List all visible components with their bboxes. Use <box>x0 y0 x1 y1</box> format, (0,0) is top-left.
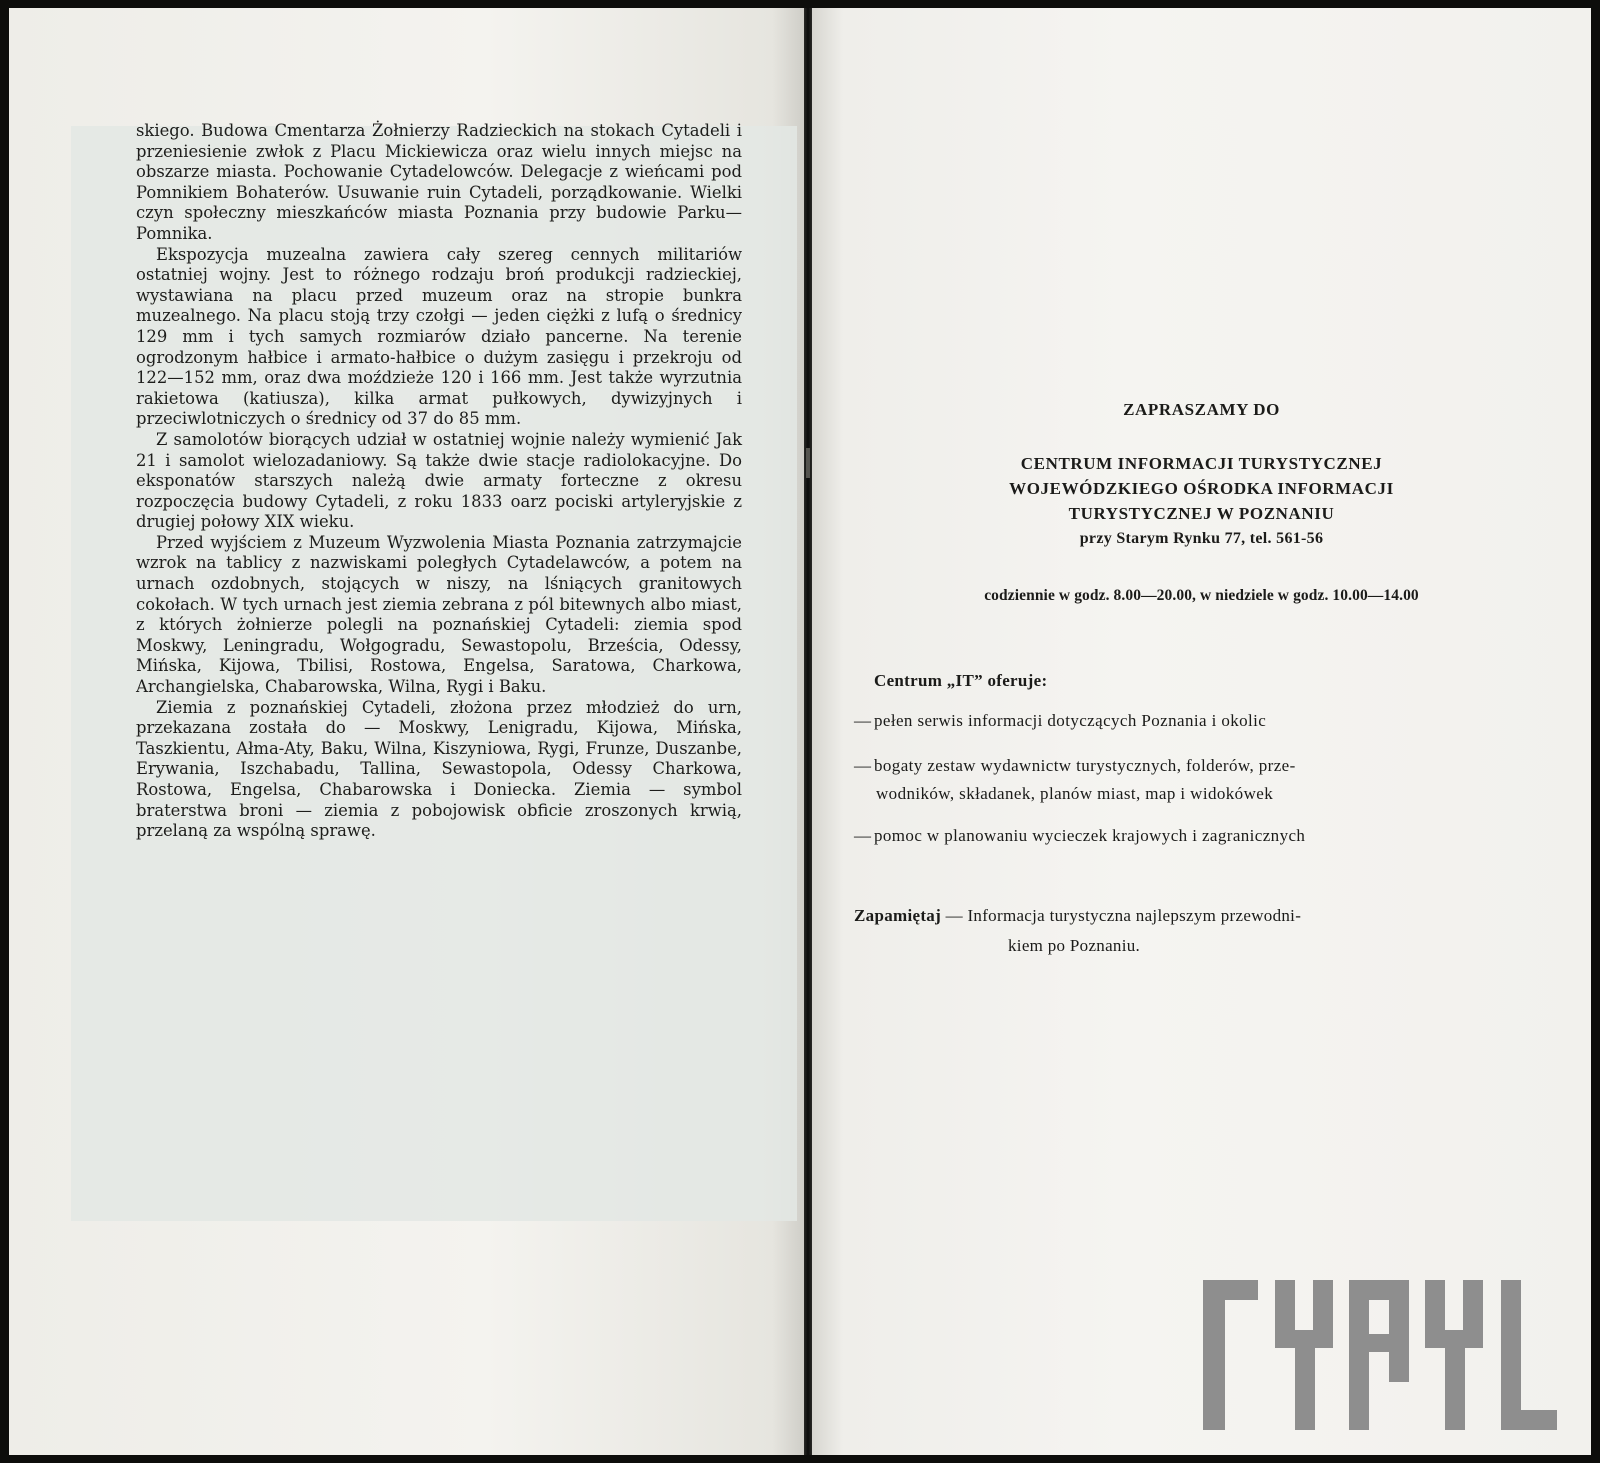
paragraph: skiego. Budowa Cmentarza Żołnierzy Radzieckich na stokach Cytadeli i przeniesienie zwłok z Placu Mickiewicza oraz wielu innych miejsc na obszarze miasta. Pochowanie Cytadelowców. Delegacje z wieńcami pod Pomnikiem Bohaterów. Usuwanie ruin Cytadeli, porządkowanie. Wielki czyn społeczny mieszkańców miasta Poznania przy budowie Parku—Pomnika. <box>136 121 742 243</box>
logo-stroke <box>1349 1280 1369 1430</box>
remember-text-continued: kiem po Poznaniu. <box>1008 936 1141 955</box>
offer-dash: — <box>854 711 872 730</box>
right-page-content <box>812 8 1591 1455</box>
offer-item <box>854 707 1474 735</box>
offer-text: pomoc w planowaniu wycieczek krajowych i zagranicznych <box>874 826 1306 845</box>
offer-text: bogaty zestaw wydawnictw turystycznych, folderów, prze- <box>874 756 1296 775</box>
paragraph: Ziemia z poznańskiej Cytadeli, złożona przez młodzież do urn, przekazana została do — Moskwy, Lenigradu, Kijowa, Mińska, Taszkientu, Ałma-Aty, Baku, Wilna, Kiszyniowa, Rygi, Frunze, Duszanbe, Erywania, Iszchabadu, Tallina, Sewastopola, Odessy Charkowa, Rostowa, Engelsa, Chabarowska i Doniecka. Ziemia — symbol braterstwa broni — ziemia z pobojowisk obficie zroszonych krwią, przelaną za wspólną sprawę. <box>136 697 742 841</box>
book-gutter <box>804 8 812 1455</box>
centre-name-line: WOJEWÓDZKIEGO OŚRODKA INFORMACJI <box>1009 479 1394 498</box>
logo-stroke <box>1501 1280 1521 1430</box>
left-page-text <box>136 121 742 842</box>
paragraph: Ekspozycja muzealna zawiera cały szereg cennych militariów ostatniej wojny. Jest to różnego rodzaju broń produkcji radzieckiej, wystawiana na placu przed muzeum oraz na stropie bunkra muzealnego. Na placu stoją trzy czołgi — jeden ciężki z lufą o średnicy 129 mm i tych samych rozmiarów działo pancerne. Na terenie ogrodzonym hałbice i armato-hałbice o dużym zasięgu i przekroju od 122—152 mm, oraz dwa moździeże 120 i 166 mm. Jest także wyrzutnia rakietowa (katiusza), kilka armat pułkowych, dywizyjnych i przeciwlotniczych o średnicy od 37 do 85 mm. <box>136 244 742 429</box>
book-spread <box>9 8 1591 1455</box>
centre-name-line: TURYSTYCZNEJ W POZNANIU <box>1068 504 1335 523</box>
remember-note <box>854 901 1554 961</box>
binding-mark <box>806 448 810 478</box>
logo-stroke <box>1501 1410 1557 1430</box>
offer-text-continued: wodników, składanek, planów miast, map i widokówek <box>876 784 1274 803</box>
offer-dash: — <box>854 756 872 775</box>
offer-item <box>854 822 1474 850</box>
centre-name <box>812 451 1591 551</box>
centre-name-line: CENTRUM INFORMACJI TURYSTYCZNEJ <box>1020 454 1383 473</box>
logo-stroke <box>1389 1352 1409 1382</box>
right-page <box>812 8 1591 1455</box>
paragraph: Z samolotów biorących udział w ostatniej wojnie należy wymienić Jak 21 i samolot wielozadaniowy. Są także dwie stacje radiolokacyjne. Do eksponatów starszych należą dwie armaty forteczne z okresu rozpoczęcia budowy Cytadeli, z roku 1833 oarz pociski artyleryjskie z drugiej połowy XIX wieku. <box>136 429 742 532</box>
remember-label: Zapamiętaj <box>854 906 942 925</box>
offer-text: pełen serwis informacji dotyczących Poznania i okolic <box>874 711 1267 730</box>
logo-stroke <box>1445 1330 1465 1430</box>
cyryl-logo <box>1203 1268 1560 1444</box>
offer-dash: — <box>854 826 872 845</box>
logo-stroke <box>1349 1334 1409 1352</box>
opening-hours: codziennie w godz. 8.00—20.00, w niedziele w godz. 10.00—14.00 <box>984 587 1419 604</box>
invite-heading: ZAPRASZAMY DO <box>1123 400 1280 419</box>
offer-item <box>854 752 1474 808</box>
centre-address: przy Starym Rynku 77, tel. 561-56 <box>1079 530 1324 547</box>
logo-stroke <box>1295 1330 1315 1430</box>
left-page <box>9 8 804 1455</box>
offers-title: Centrum „IT” oferuje: <box>874 671 1048 690</box>
paragraph: Przed wyjściem z Muzeum Wyzwolenia Miasta Poznania zatrzymajcie wzrok na tablicy z nazwiskami poległych Cytadelawców, a potem na urnach ozdobnych, stojących w niszy, na lśniących granitowych cokołach. W tych urnach jest ziemia zebrana z pól bitewnych albo miast, z których żołnierze polegli na poznańskiej Cytadeli: ziemia spod Moskwy, Leningradu, Wołgogradu, Sewastopolu, Brześcia, Odessy, Mińska, Kijowa, Tbilisi, Rostowa, Engelsa, Saratowa, Charkowa, Archangielska, Chabarowska, Wilna, Rygi i Baku. <box>136 532 742 697</box>
logo-stroke <box>1203 1280 1225 1430</box>
remember-text: — Informacja turystyczna najlepszym przewodni- <box>945 906 1302 925</box>
logo-stroke <box>1203 1280 1258 1300</box>
